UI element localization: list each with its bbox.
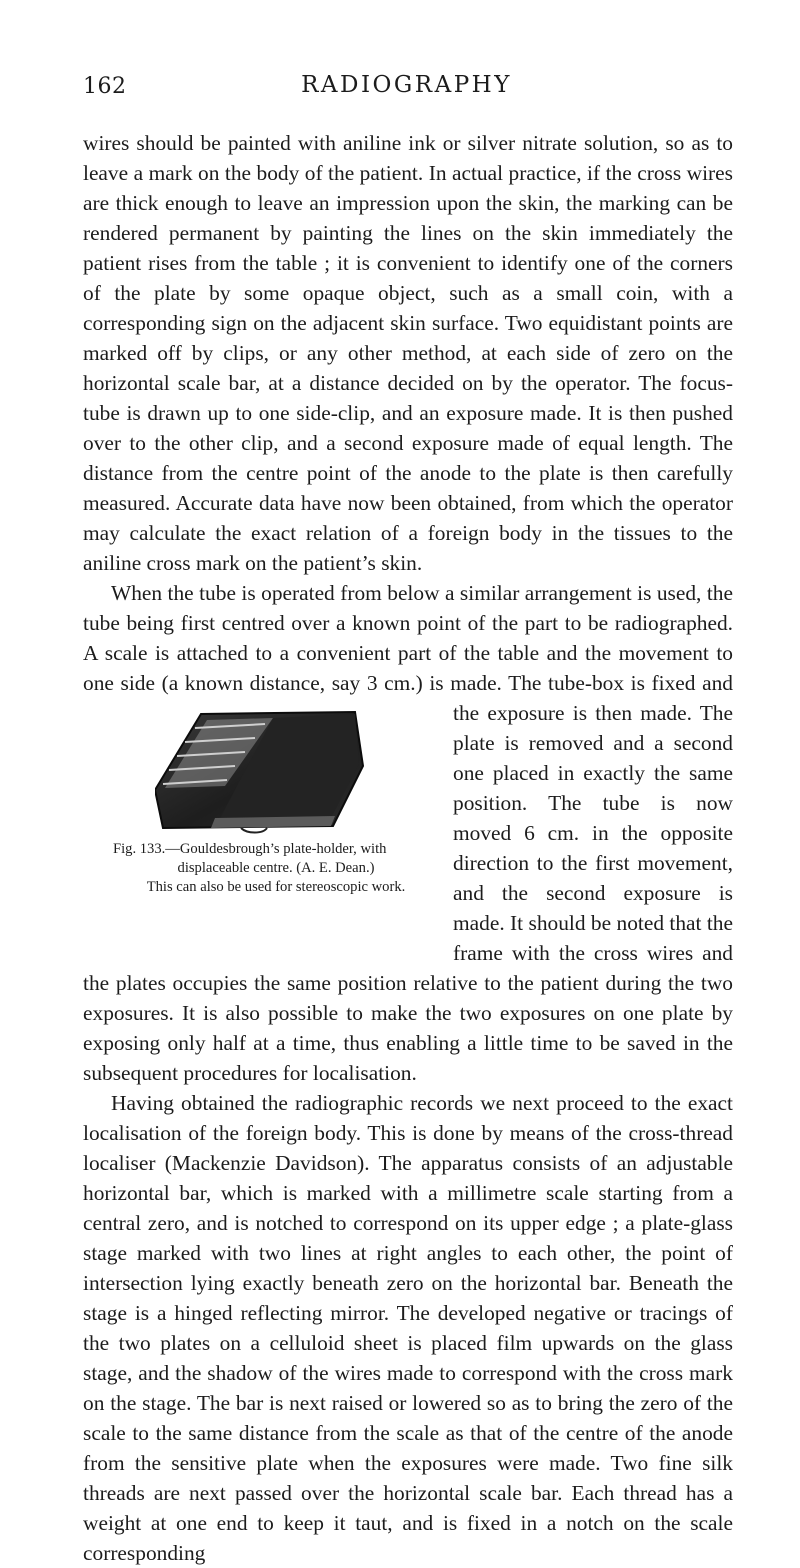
paragraph-3: Having obtained the radiographic records we next proceed to the exact localisation of the foreign body. This is done by means of the cross-thread localiser (Mackenzie Davidson). The apparatus consists of an adjustable horizontal bar, which is marked with a millimetre scale starting from a central zero, and is notched to correspond on its upper edge ; a plate-glass stage marked with two lines at right angles to each other, the point of intersection lying exactly beneath zero on the horizontal bar. Beneath the stage is a hinged reflecting mirror. The developed negative or tracings of the two plates on a celluloid sheet is placed film upwards on the glass stage, and the shadow of the wires made to correspond with the cross mark on the stage. The bar is next raised or lowered so as to bring the zero of the scale to the same distance from the scale as that of the centre of the anode from the sensitive plate when the exposures were made. Two fine silk threads are next passed over the horizontal scale bar. Each thread has a weight at one end to keep it taut, and is fixed in a notch on the scale corresponding xyxy=(83,1091,733,1565)
plate-holder-illustration xyxy=(155,706,365,834)
paragraph-2-start: When the tube is operated from below a similar arrangement is used, the tube being first centred over a known point of the part to be radiographed. A scale is attached to a convenient part of the table and the movement to one side (a known distance, say 3 cm.) is made. The tube-box is fixed and xyxy=(83,581,733,695)
caption-line-3: This can also be used for stereoscopic work. xyxy=(146,879,406,895)
paragraph-1: wires should be painted with aniline ink or silver nitrate solution, so as to leave a mark on the body of the patient. In actual practice, if the cross wires are thick enough to leave an impression upon the skin, the marking can be rendered permanent by painting the lines on the skin immediately the patient rises from the table ; it is convenient to identify one of the corners of the plate by some opaque object, such as a small coin, with a corresponding sign on the adjacent skin surface. Two equidistant points are marked off by clips, or any other method, at each side of zero on the horizontal scale bar, at a distance decided on by the operator. The focus-tube is drawn up to one side-clip, and an exposure made. It is then pushed over to the other clip, and a second exposure made of equal length. The distance from the centre point of the anode to the plate is then carefully measured. Accurate data have now been obtained, from which the operator may calculate the exact relation of a foreign body in the tissues to the aniline cross mark on the patient’s skin. xyxy=(83,131,733,575)
caption-line-2: displaceable centre. (A. E. Dean.) xyxy=(177,860,375,876)
body-text xyxy=(83,128,733,1568)
paragraph-2 xyxy=(83,578,733,1088)
page-header xyxy=(83,68,730,108)
figure-133 xyxy=(83,698,441,961)
running-title: RADIOGRAPHY xyxy=(301,72,512,98)
figure-caption xyxy=(83,840,441,897)
caption-line-1: Fig. 133.—Gouldesbrough’s plate-holder, with xyxy=(113,841,387,857)
front-edge xyxy=(211,816,335,828)
paragraph-2-continued: the exposure is then made. The plate is removed and a second one placed in exactly the same position. The tube is now moved 6 cm. in the opposite direction to the first movement, and the second exposure is made. It should be noted that the frame with the cross wires and the plates occupies the same position relative to the patient during the two exposures. It is also possible to make the two exposures on one plate by exposing only half at a time, thus enabling a little time to be saved in the subsequent procedures for localisation. xyxy=(83,701,733,1085)
holder-clip xyxy=(241,828,267,833)
page-number: 162 xyxy=(83,74,127,99)
